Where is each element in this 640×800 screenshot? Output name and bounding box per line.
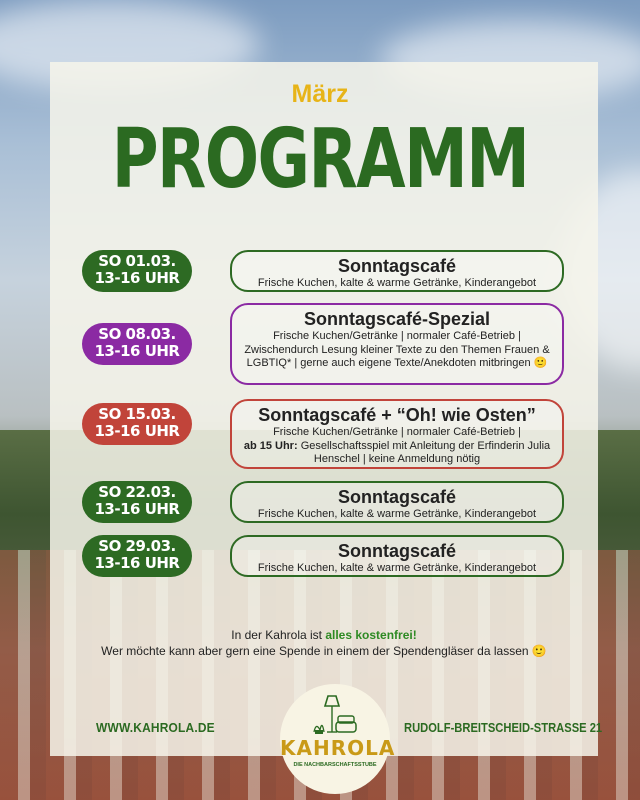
event-description: Frische Kuchen, kalte & warme Getränke, Kinderangebot (257, 277, 537, 289)
time-text: 13-16 UHR (94, 269, 180, 287)
note-text: In der Kahrola ist (231, 628, 326, 642)
time-text: 13-16 UHR (94, 554, 180, 572)
event-description (242, 426, 552, 467)
note-text: Wer möchte kann aber gern eine Spende in einem der Spendengläser da lassen 🙂 (101, 644, 547, 658)
date-badge (82, 323, 192, 365)
event-title: Sonntagscafé (337, 487, 457, 507)
event-title: Sonntagscafé + “Oh! wie Osten” (258, 405, 536, 425)
logo-name: KAHROLA (280, 736, 396, 760)
time-text: 13-16 UHR (94, 500, 180, 518)
event-title: Sonntagscafé (337, 256, 457, 276)
month-label: März (291, 80, 349, 108)
date-badge (82, 403, 192, 445)
note-highlight: alles kostenfrei! (325, 628, 417, 642)
date-text: SO 08.03. (98, 325, 176, 343)
event-card (230, 481, 564, 523)
date-text: SO 22.03. (98, 483, 176, 501)
date-text: SO 01.03. (98, 252, 176, 270)
website-link[interactable]: WWW.KAHROLA.DE (96, 720, 215, 735)
event-card (230, 535, 564, 577)
event-description: Frische Kuchen, kalte & warme Getränke, Kinderangebot (257, 562, 537, 574)
date-badge (82, 481, 192, 523)
event-description-part: Gesellschaftsspiel mit Anleitung der Erfinderin Julia Henschel | keine Anmeldung nötig (300, 439, 551, 465)
event-card (230, 399, 564, 469)
date-text: SO 15.03. (98, 405, 176, 423)
time-text: 13-16 UHR (94, 422, 180, 440)
page-title: PROGRAMM (111, 112, 529, 207)
event-card (230, 250, 564, 292)
event-title: Sonntagscafé-Spezial (303, 309, 491, 329)
donation-note (50, 627, 598, 659)
date-badge (82, 535, 192, 577)
address-text: RUDOLF-BREITSCHEID-STRASSE 21 (404, 720, 603, 735)
date-badge (82, 250, 192, 292)
event-description-part: Frische Kuchen/Getränke | normaler Café-Betrieb | (273, 426, 521, 438)
date-text: SO 29.03. (98, 537, 176, 555)
kahrola-logo (280, 684, 396, 794)
event-title: Sonntagscafé (337, 541, 457, 561)
time-text: 13-16 UHR (94, 342, 180, 360)
event-description: Frische Kuchen/Getränke | normaler Café-Betrieb | Zwischendurch Lesung kleiner Texte zu den Themen Frauen & LGBTIQ* | gerne auch eigene Texte/Anekdoten mitbringen 🙂 (244, 330, 550, 369)
event-description: Frische Kuchen, kalte & warme Getränke, Kinderangebot (257, 508, 537, 520)
logo-subtitle: DIE NACHBARSCHAFTSSTUBE (293, 762, 377, 768)
event-card (230, 303, 564, 385)
event-description-highlight: ab 15 Uhr: (243, 439, 298, 452)
